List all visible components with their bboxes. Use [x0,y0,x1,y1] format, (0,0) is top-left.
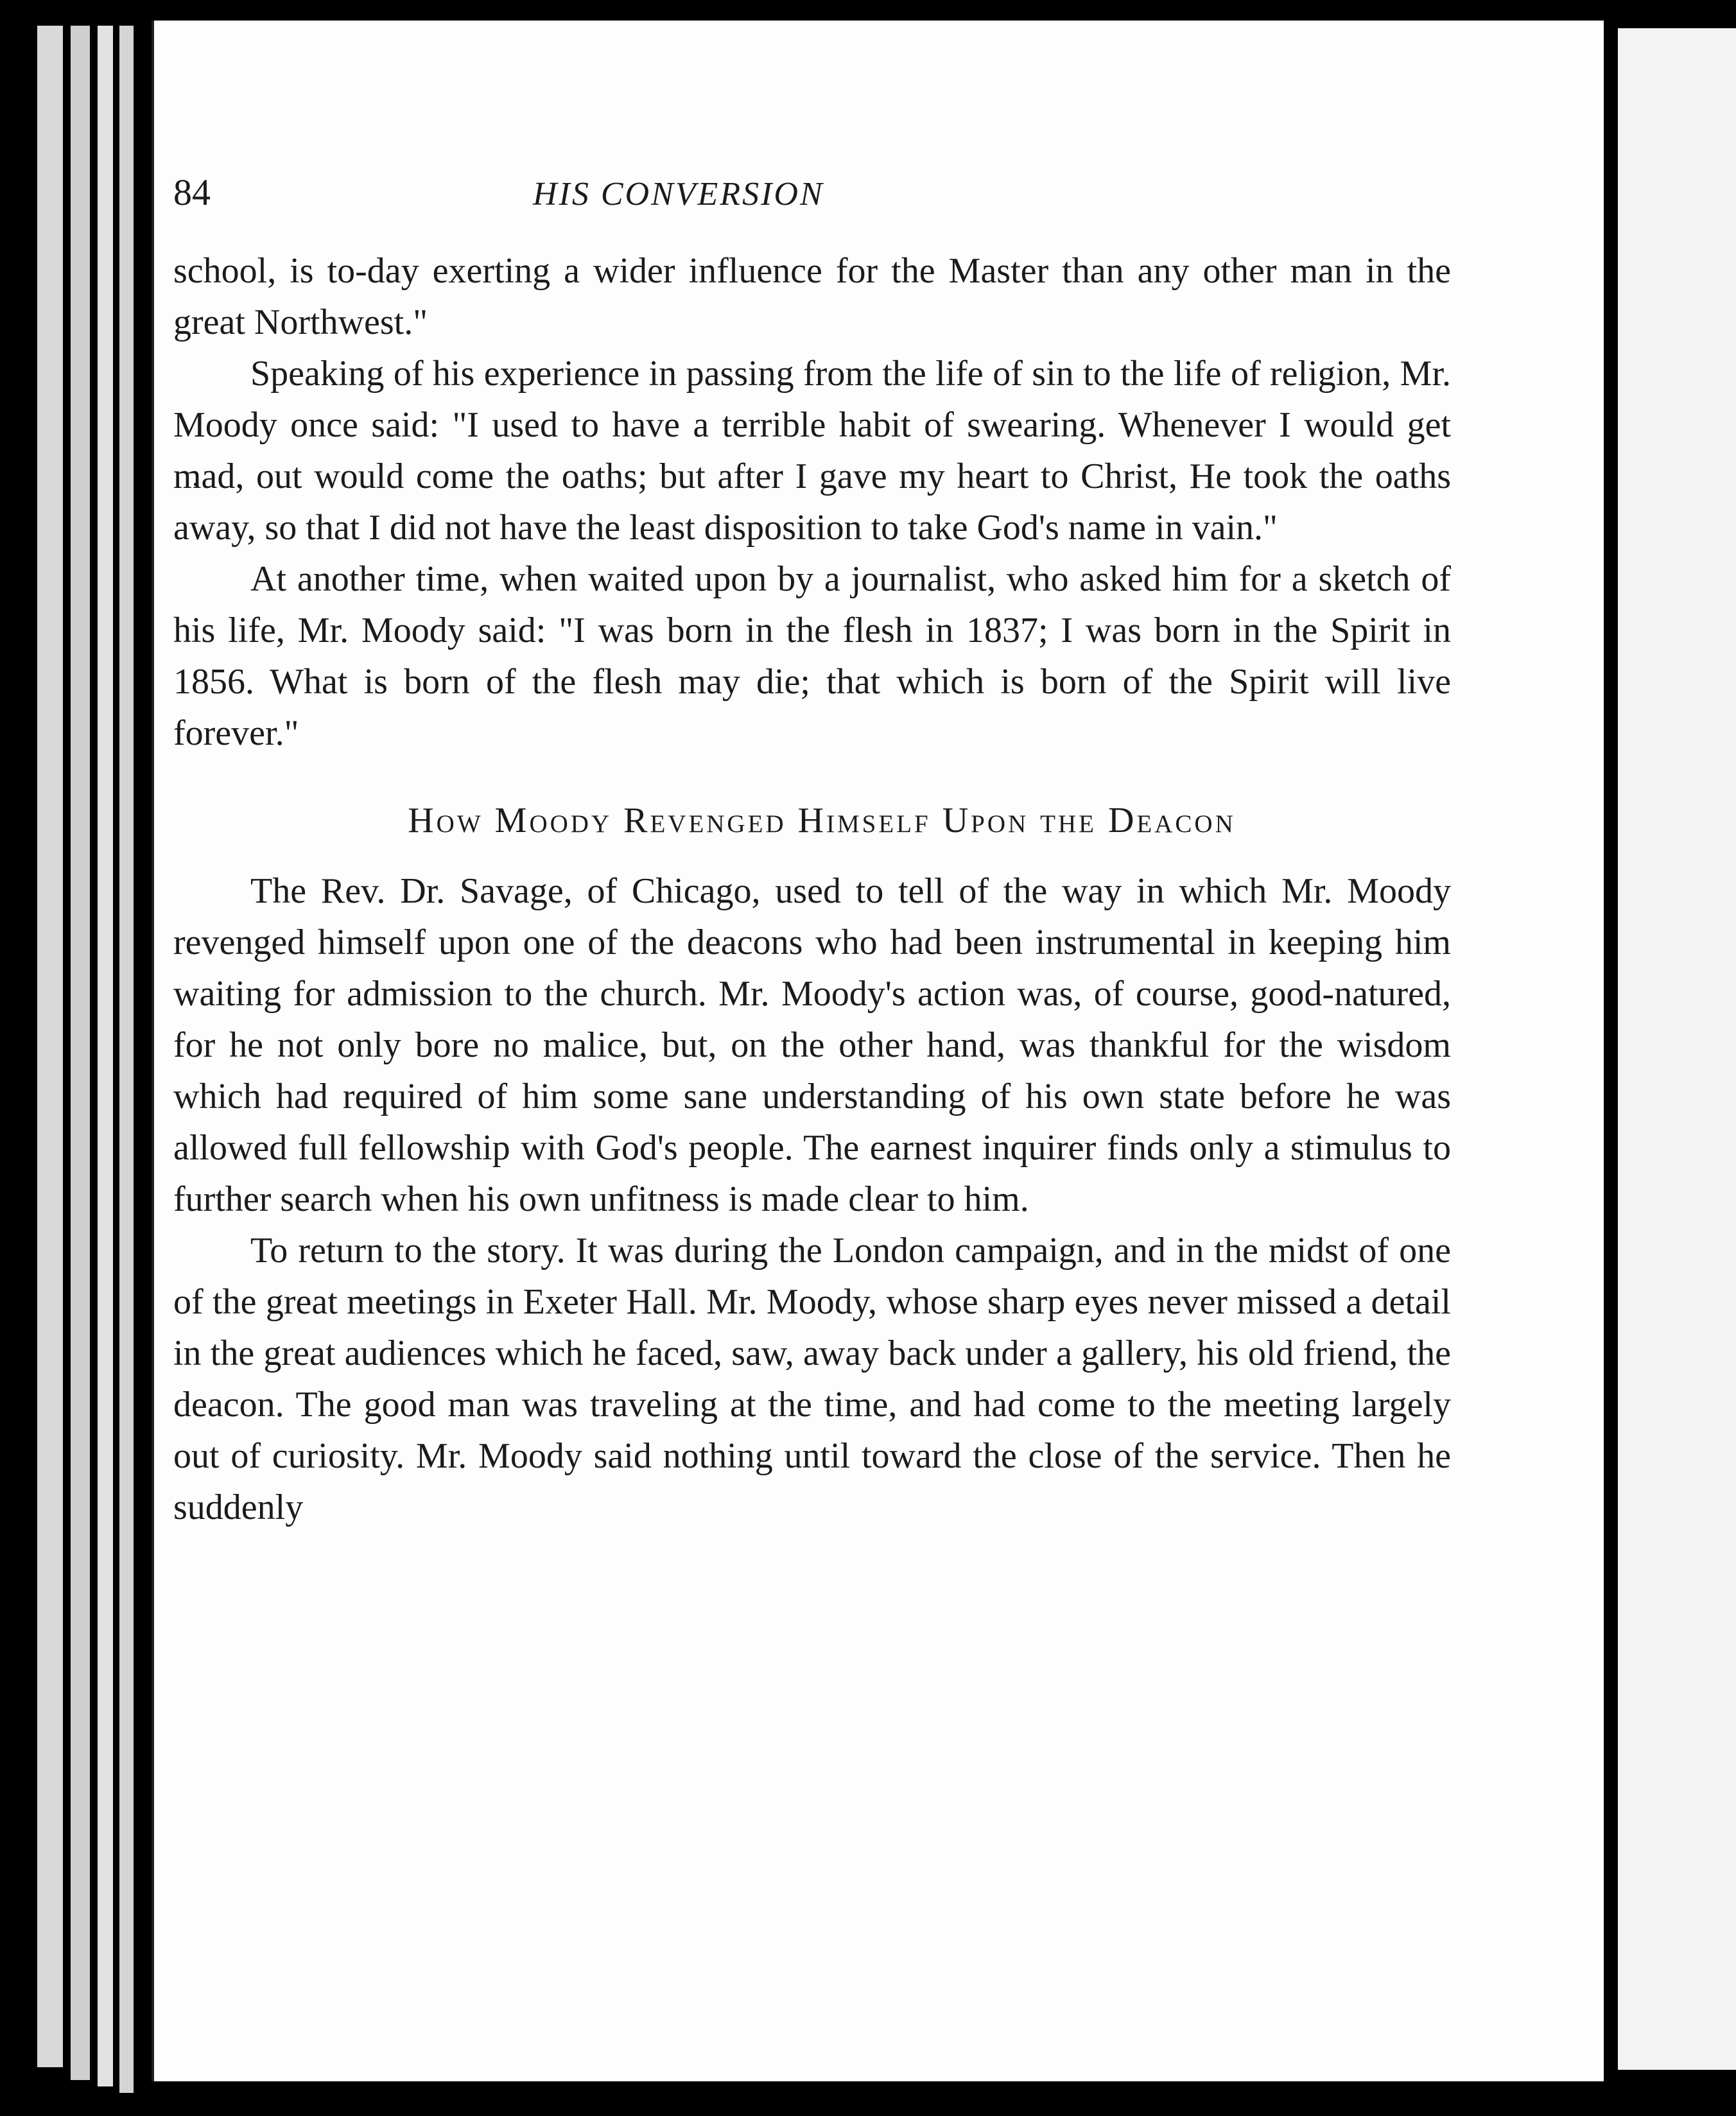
page-edge [98,26,113,2086]
paragraph: Speaking of his experience in passing from the life of sin to the life of religion, Mr. Moody once said: "I used to have a terrible habit of swearing. Whenever I would get mad, out would come the oaths; but after I gave my heart to Christ, He took the oaths away, so that I did not have the least disposition to take God's name in vain." [173,354,1451,548]
facing-page-edge [1618,28,1736,2070]
page-edge [37,26,63,2067]
page-edge [119,26,134,2093]
paragraph: To return to the story. It was during the London campaign, and in the midst of one of the great meetings in Exeter Hall. Mr. Moody, whose sharp eyes never missed a detail in the great audiences which he faced, saw, away back under a gallery, his old friend, the deacon. The good man was traveling at the time, and had come to the meeting largely out of curiosity. Mr. Moody said nothing until toward the close of the service. Then he suddenly [173,1231,1451,1527]
page-edge [71,26,90,2080]
page-number: 84 [173,171,211,213]
text-block [173,167,1451,1533]
paragraph: The Rev. Dr. Savage, of Chicago, used to tell of the way in which Mr. Moody revenged himself upon one of the deacons who had been instrumental in keeping him waiting for admission to the church. Mr. Moody's action was, of course, good-natured, for he not only bore no malice, but, on the other hand, was thankful for the wisdom which had required of him some sane understanding of his own state before he was allowed full fellowship with God's people. The earnest inquirer finds only a stimulus to further search when his own unfitness is made clear to him. [173,871,1451,1219]
paragraph: school, is to-day exerting a wider influence for the Master than any other man in the great Northwest." [173,251,1451,342]
page-header [173,167,1451,218]
section-heading: How Moody Revenged Himself Upon the Deacon [408,801,1236,840]
paragraph: At another time, when waited upon by a journalist, who asked him for a sketch of his life, Mr. Moody said: "I was born in the flesh in 1837; I was born in the Spirit in 1856. What is born of the flesh may die; that which is born of the Spirit will live forever." [173,559,1451,753]
running-title: HIS CONVERSION [533,176,824,212]
